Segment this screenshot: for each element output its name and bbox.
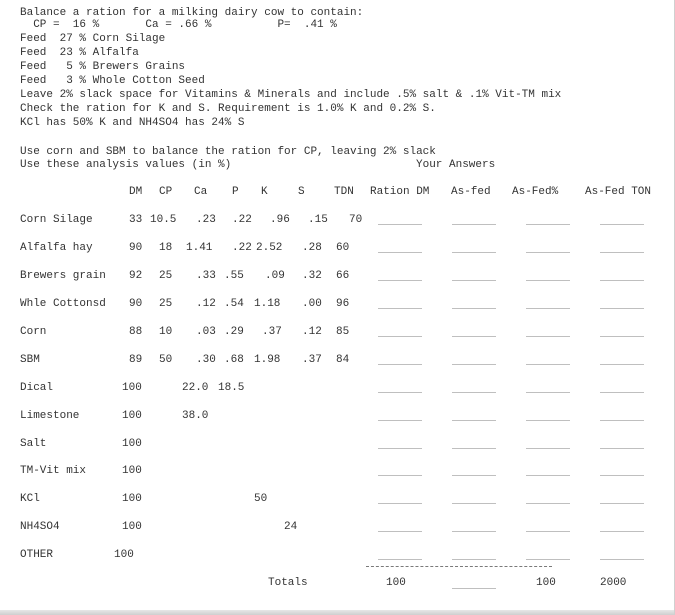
ca-value: 38.0: [182, 410, 209, 422]
as-fed-ton-blank[interactable]: [600, 252, 644, 253]
instruction-line-2: Use these analysis values (in %): [20, 159, 232, 171]
ration-dm-blank[interactable]: [378, 224, 422, 225]
header-line-1: Balance a ration for a milking dairy cow to contain:: [20, 7, 364, 19]
col-header-as-fed: As-fed: [451, 186, 491, 198]
as-fed-ton-blank[interactable]: [600, 280, 644, 281]
ration-dm-blank[interactable]: [378, 503, 422, 504]
header-line-2: CP = 16 % Ca = .66 % P= .41 %: [20, 19, 337, 31]
feed-name: Dical: [20, 382, 54, 394]
tdn-value: 85: [336, 326, 350, 338]
as-fed-pct-blank[interactable]: [526, 559, 570, 560]
as-fed-pct-blank[interactable]: [526, 224, 570, 225]
feed-name: Alfalfa hay: [20, 242, 93, 254]
ration-dm-blank[interactable]: [378, 420, 422, 421]
as-fed-blank[interactable]: [452, 224, 496, 225]
cp-value: 10.5: [150, 214, 177, 226]
col-header-tdn: TDN: [334, 186, 354, 198]
as-fed-blank[interactable]: [452, 336, 496, 337]
instruction-line-1: Use corn and SBM to balance the ration for CP, leaving 2% slack: [20, 146, 436, 158]
cp-value: 18: [159, 242, 173, 254]
k-value: .09: [265, 270, 285, 282]
p-value: 18.5: [218, 382, 245, 394]
k-value: 1.98: [254, 354, 281, 366]
feed-name: KCl: [20, 493, 40, 505]
as-fed-pct-blank[interactable]: [526, 280, 570, 281]
header-line-9: KCl has 50% K and NH4SO4 has 24% S: [20, 117, 245, 129]
k-value: .37: [262, 326, 282, 338]
feed-name: TM-Vit mix: [20, 465, 87, 477]
feed-name: OTHER: [20, 549, 54, 561]
header-line-3: Feed 27 % Corn Silage: [20, 33, 166, 45]
as-fed-ton-blank[interactable]: [600, 336, 644, 337]
as-fed-ton-blank[interactable]: [600, 420, 644, 421]
as-fed-blank[interactable]: [452, 364, 496, 365]
ca-value: .12: [196, 298, 216, 310]
dm-value: 100: [122, 382, 142, 394]
k-value: 2.52: [256, 242, 283, 254]
feed-name: Brewers grain: [20, 270, 106, 282]
as-fed-pct-blank[interactable]: [526, 252, 570, 253]
k-value: .96: [270, 214, 290, 226]
col-header-ration-dm: Ration DM: [370, 186, 430, 198]
header-line-6: Feed 3 % Whole Cotton Seed: [20, 75, 205, 87]
dm-value: 100: [122, 521, 142, 533]
tdn-value: 84: [336, 354, 350, 366]
totals-label: Totals: [268, 577, 308, 589]
header-line-7: Leave 2% slack space for Vitamins & Minerals and include .5% salt & .1% Vit-TM mix: [20, 89, 562, 101]
as-fed-blank[interactable]: [452, 308, 496, 309]
as-fed-blank[interactable]: [452, 392, 496, 393]
cp-value: 50: [159, 354, 173, 366]
dm-value: 89: [129, 354, 143, 366]
ration-dm-blank[interactable]: [378, 308, 422, 309]
as-fed-ton-blank[interactable]: [600, 531, 644, 532]
as-fed-blank[interactable]: [452, 420, 496, 421]
tdn-value: 60: [336, 242, 350, 254]
p-value: .22: [232, 242, 252, 254]
s-value: 24: [284, 521, 298, 533]
header-line-8: Check the ration for K and S. Requirement is 1.0% K and 0.2% S.: [20, 103, 436, 115]
ration-dm-blank[interactable]: [378, 364, 422, 365]
as-fed-blank[interactable]: [452, 559, 496, 560]
as-fed-pct-blank[interactable]: [526, 336, 570, 337]
dm-value: 88: [129, 326, 143, 338]
as-fed-pct-blank[interactable]: [526, 308, 570, 309]
p-value: .29: [224, 326, 244, 338]
ration-dm-blank[interactable]: [378, 475, 422, 476]
dm-value: 33: [129, 214, 143, 226]
as-fed-ton-blank[interactable]: [600, 308, 644, 309]
as-fed-ton-blank[interactable]: [600, 224, 644, 225]
total-as-fed-blank[interactable]: [452, 588, 496, 589]
cp-value: 10: [159, 326, 173, 338]
dm-value: 100: [122, 493, 142, 505]
s-value: .15: [308, 214, 328, 226]
dm-value: 100: [122, 410, 142, 422]
total-as-fed-pct: 100: [536, 577, 556, 589]
k-value: 50: [254, 493, 268, 505]
feed-name: SBM: [20, 354, 40, 366]
dm-value: 90: [129, 242, 143, 254]
dm-value: 100: [122, 438, 142, 450]
as-fed-ton-blank[interactable]: [600, 475, 644, 476]
feed-name: NH4SO4: [20, 521, 60, 533]
as-fed-blank[interactable]: [452, 252, 496, 253]
as-fed-blank[interactable]: [452, 280, 496, 281]
feed-name: Salt: [20, 438, 47, 450]
feed-name: Corn Silage: [20, 214, 93, 226]
s-value: .28: [302, 242, 322, 254]
tdn-value: 66: [336, 270, 350, 282]
dm-value: 100: [114, 549, 134, 561]
ration-dm-blank[interactable]: [378, 559, 422, 560]
dm-value: 92: [129, 270, 143, 282]
total-as-fed-ton: 2000: [600, 577, 627, 589]
as-fed-blank[interactable]: [452, 475, 496, 476]
as-fed-blank[interactable]: [452, 531, 496, 532]
as-fed-pct-blank[interactable]: [526, 420, 570, 421]
k-value: 1.18: [254, 298, 281, 310]
feed-name: Whle Cottonsd: [20, 298, 106, 310]
ration-dm-blank[interactable]: [378, 280, 422, 281]
page-bottom-edge: [0, 610, 674, 615]
col-header-p: P: [232, 186, 239, 198]
as-fed-blank[interactable]: [452, 503, 496, 504]
dm-value: 100: [122, 465, 142, 477]
as-fed-pct-blank[interactable]: [526, 448, 570, 449]
totals-separator: [366, 566, 552, 567]
p-value: .68: [224, 354, 244, 366]
as-fed-blank[interactable]: [452, 448, 496, 449]
s-value: .12: [302, 326, 322, 338]
as-fed-pct-blank[interactable]: [526, 475, 570, 476]
col-header-as-fed-pct: As-Fed%: [512, 186, 559, 198]
p-value: .54: [224, 298, 244, 310]
total-ration-dm: 100: [386, 577, 406, 589]
cp-value: 25: [159, 298, 173, 310]
as-fed-ton-blank[interactable]: [600, 503, 644, 504]
header-line-5: Feed 5 % Brewers Grains: [20, 61, 186, 73]
header-line-4: Feed 23 % Alfalfa: [20, 47, 139, 59]
as-fed-ton-blank[interactable]: [600, 392, 644, 393]
as-fed-pct-blank[interactable]: [526, 364, 570, 365]
col-header-s: S: [298, 186, 305, 198]
ration-dm-blank[interactable]: [378, 392, 422, 393]
col-header-as-fed-ton: As-Fed TON: [585, 186, 652, 198]
col-header-cp: CP: [159, 186, 173, 198]
ca-value: .33: [196, 270, 216, 282]
p-value: .22: [232, 214, 252, 226]
as-fed-pct-blank[interactable]: [526, 392, 570, 393]
tdn-value: 70: [349, 214, 363, 226]
col-header-dm: DM: [129, 186, 143, 198]
ration-dm-blank[interactable]: [378, 531, 422, 532]
s-value: .32: [302, 270, 322, 282]
ca-value: .03: [196, 326, 216, 338]
feed-name: Corn: [20, 326, 47, 338]
tdn-value: 96: [336, 298, 350, 310]
as-fed-pct-blank[interactable]: [526, 503, 570, 504]
p-value: .55: [224, 270, 244, 282]
ration-dm-blank[interactable]: [378, 336, 422, 337]
col-header-ca: Ca: [194, 186, 208, 198]
as-fed-pct-blank[interactable]: [526, 531, 570, 532]
s-value: .37: [302, 354, 322, 366]
ration-dm-blank[interactable]: [378, 252, 422, 253]
feed-name: Limestone: [20, 410, 80, 422]
your-answers-label: Your Answers: [416, 159, 496, 171]
as-fed-ton-blank[interactable]: [600, 448, 644, 449]
ration-dm-blank[interactable]: [378, 448, 422, 449]
ca-value: 22.0: [182, 382, 209, 394]
col-header-k: K: [261, 186, 268, 198]
ca-value: .30: [196, 354, 216, 366]
as-fed-ton-blank[interactable]: [600, 364, 644, 365]
dm-value: 90: [129, 298, 143, 310]
ca-value: 1.41: [186, 242, 213, 254]
as-fed-ton-blank[interactable]: [600, 559, 644, 560]
cp-value: 25: [159, 270, 173, 282]
s-value: .00: [302, 298, 322, 310]
ca-value: .23: [196, 214, 216, 226]
